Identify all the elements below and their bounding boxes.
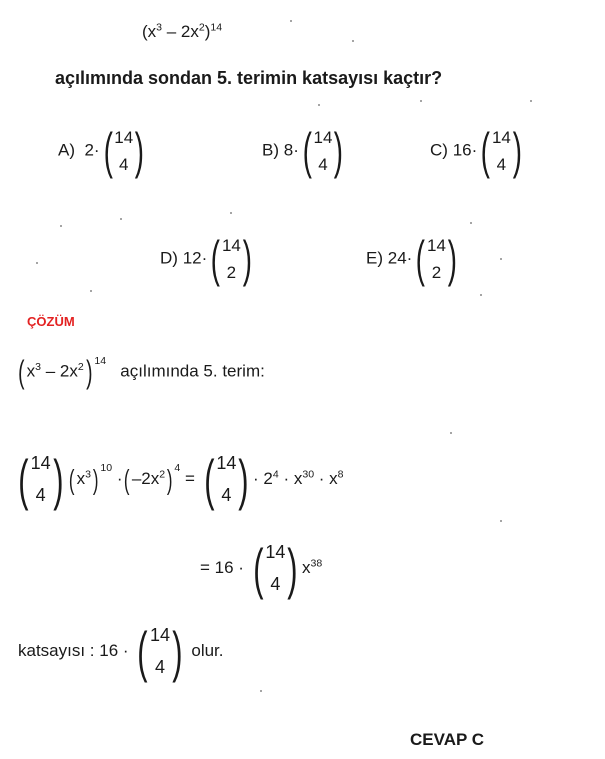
binomial: ( 14 2 ) (211, 231, 252, 288)
question-prompt: açılımında sondan 5. terimin katsayısı kaçtır? (55, 68, 443, 88)
binomial: ( 14 4 ) (103, 123, 145, 180)
binomial: ( 14 4 ) (137, 619, 183, 683)
binomial: ( 14 4 ) (252, 536, 298, 600)
option-d[interactable]: D) 12· ( 14 2 ) (160, 232, 256, 286)
binomial: ( 14 4 ) (18, 447, 64, 511)
solution-line-2: ( 14 4 ) ( $x^3$) $^{10}$ ·( $-2x^2$) $^4$ = ( 14 4 ) · $2^4 \cdot x^{30} \cdot x^8$ (14, 448, 344, 511)
solution-line-4: katsayısı : 16 · ( 14 4 ) olur. (18, 619, 224, 683)
binomial: ( 14 4 ) (481, 123, 522, 180)
solution-line-1: ( $x^3 - 2x^2$) $^{14}$ açılımında 5. terim: (18, 354, 265, 390)
solution-line-3: = 16 · ( 14 4 ) $x^{38}$ (200, 536, 323, 600)
binomial: ( 14 4 ) (203, 447, 249, 511)
answer-label: CEVAP C (410, 730, 485, 749)
option-c[interactable]: C) 16· ( 14 4 ) (430, 124, 526, 178)
binomial: ( 14 4 ) (302, 123, 344, 180)
option-e[interactable]: E) 24· ( 14 2 ) (366, 232, 461, 286)
option-a[interactable]: A) 2· ( 14 4 ) (58, 124, 148, 178)
option-b[interactable]: B) 8· ( 14 4 ) (262, 124, 347, 178)
binomial: ( 14 2 ) (416, 231, 457, 288)
solution-header: ÇÖZÜM (27, 314, 75, 329)
question-expression: $(x^3 - 2x^2)^{14}$ (142, 21, 223, 41)
